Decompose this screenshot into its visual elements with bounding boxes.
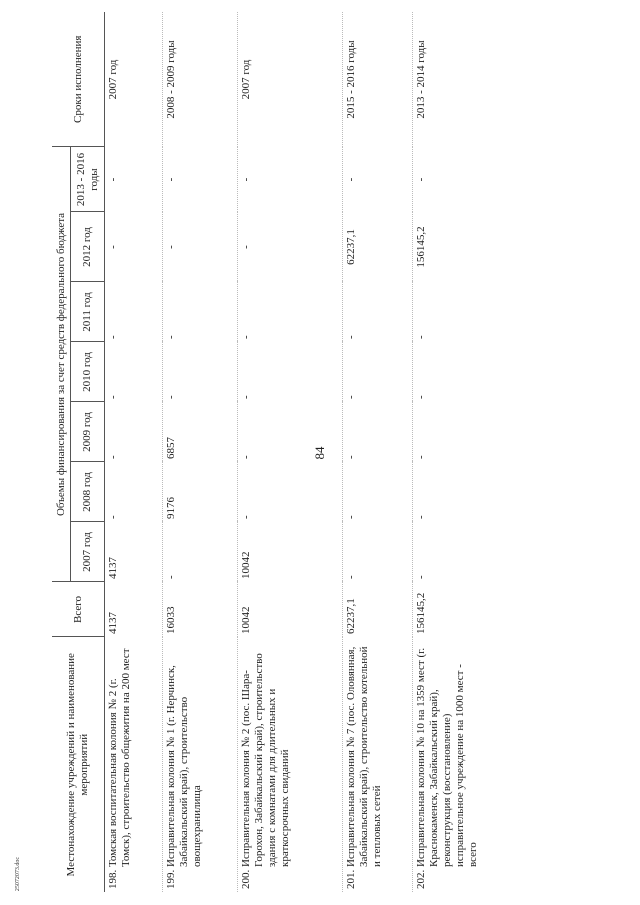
header-location: Местонахождение учреждений и наименование мероприятий (52, 637, 105, 892)
header-year: 2009 год (71, 402, 105, 462)
header-year: 2012 год (71, 212, 105, 282)
year-cell: - (343, 402, 413, 462)
row-name-cell (343, 637, 413, 892)
header-funding-group: Объемы финансирования за счет средств федерального бюджета (52, 147, 71, 582)
header-year: 2013 - 2016 годы (71, 147, 105, 212)
header-year: 2011 год (71, 282, 105, 342)
header-year: 2007 год (71, 522, 105, 582)
row-name: Томская воспитательная колония № 2 (г. Томск), строительство общежития на 200 мест (107, 648, 132, 867)
year-cell: - (238, 147, 343, 212)
deadline-cell: 2007 год (238, 12, 343, 147)
row-number: 201. (345, 869, 357, 889)
row-name: Исправительная колония № 2 (пос. Шара-Горохон, Забайкальский край), строительство здания с комнатами для длительных и краткосрочных свиданий (240, 653, 291, 867)
table-row (105, 12, 163, 892)
total-cell: 156145,2 (413, 582, 513, 637)
table-row (238, 12, 343, 892)
year-cell: - (163, 282, 238, 342)
year-cell: - (163, 522, 238, 582)
year-cell: - (238, 402, 343, 462)
document-reference: 25072073.doc (15, 856, 21, 892)
year-cell: 4137 (107, 557, 119, 579)
year-cell: 9176 (163, 462, 238, 522)
year-cell: - (238, 282, 343, 342)
year-cell: - (107, 395, 119, 399)
deadline-cell: 2008 - 2009 годы (163, 12, 238, 147)
funding-table (52, 12, 513, 892)
year-cell: - (343, 522, 413, 582)
year-cell: - (107, 515, 119, 519)
row-name-cell (163, 637, 238, 892)
year-cell: - (413, 462, 513, 522)
year-cell: - (413, 342, 513, 402)
table-row (343, 12, 413, 892)
deadline-cell: 2015 - 2016 годы (343, 12, 413, 147)
year-cell: - (163, 342, 238, 402)
year-cell: - (343, 342, 413, 402)
year-cell: - (413, 282, 513, 342)
row-number: 198. (107, 869, 119, 889)
page-number: 84 (312, 446, 327, 460)
total-cell: 62237,1 (343, 582, 413, 637)
row-name: Исправительная колония № 10 на 1359 мест (г. Краснокаменск, Забайкальский край), реконструкция (восстановление) исправительное учреждение на 1000 мест - всего (415, 647, 479, 867)
row-name: Исправительная колония № 1 (г. Нерчинск, Забайкальский край), строительство овощехранилища (165, 665, 203, 867)
deadline-cell: 2013 - 2014 годы (413, 12, 513, 147)
year-cell: - (343, 282, 413, 342)
year-cell: - (163, 147, 238, 212)
year-cell: - (238, 212, 343, 282)
year-cell: - (107, 177, 119, 182)
year-cell: - (107, 245, 119, 249)
deadline-cell: 2007 год (107, 59, 119, 100)
header-deadline: Сроки исполнения (52, 12, 105, 147)
row-name: Исправительная колония № 7 (пос. Оловянная, Забайкальский край), строительство котельной и тепловых сетей (345, 646, 383, 867)
year-cell: 6857 (163, 402, 238, 462)
year-cell: 10042 (238, 522, 343, 582)
total-cell: 16033 (163, 582, 238, 637)
row-number: 199. (165, 869, 177, 889)
year-cell: - (413, 402, 513, 462)
row-name-cell (238, 637, 343, 892)
header-year: 2008 год (71, 462, 105, 522)
year-cell: - (163, 212, 238, 282)
year-cell: 156145,2 (413, 212, 513, 282)
year-cell: - (413, 147, 513, 212)
table-row (413, 12, 513, 892)
table-row (163, 12, 238, 892)
total-cell: 4137 (107, 612, 119, 634)
year-cell: - (107, 455, 119, 459)
year-cell: - (238, 462, 343, 522)
year-cell: - (343, 147, 413, 212)
row-name-cell (105, 637, 163, 892)
header-total: Всего (52, 582, 105, 637)
year-cell: - (413, 522, 513, 582)
year-cell: - (343, 462, 413, 522)
row-number: 200. (240, 869, 252, 889)
year-cell: - (107, 335, 119, 339)
rotated-table-container (52, 12, 612, 892)
row-number: 202. (415, 869, 427, 889)
header-year: 2010 год (71, 342, 105, 402)
year-cell: - (238, 342, 343, 402)
total-cell: 10042 (238, 582, 343, 637)
year-cell: 62237,1 (343, 212, 413, 282)
row-name-cell (413, 637, 513, 892)
